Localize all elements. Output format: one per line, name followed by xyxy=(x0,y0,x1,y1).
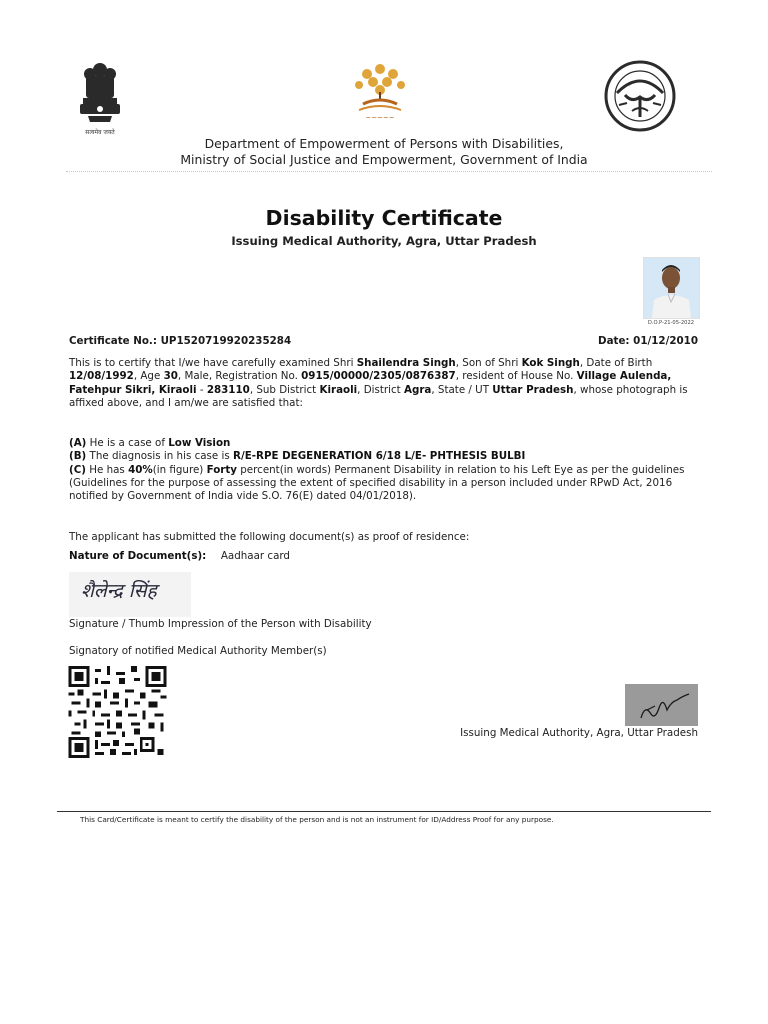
dotted-divider xyxy=(66,171,712,172)
body-text: , whose photograph is affixed above, and I am/we are satisfied that: xyxy=(69,383,688,409)
svg-text:~~~~~: ~~~~~ xyxy=(365,114,395,122)
disability-percent: 40% xyxy=(128,463,153,476)
applicant-name: Shailendra Singh xyxy=(356,357,456,369)
applicant-photo xyxy=(643,257,700,319)
sub-district: Kiraoli xyxy=(319,383,358,396)
sugamya-bharat-logo-icon xyxy=(345,60,415,126)
date-value: 01/12/2010 xyxy=(633,335,698,347)
state: Uttar Pradesh xyxy=(492,383,574,396)
body-text: - xyxy=(196,383,207,396)
qr-code-icon xyxy=(68,666,167,758)
body-text: , resident of House No. xyxy=(455,370,577,383)
finding-c-label: (C) xyxy=(69,463,86,476)
department-line-1: Department of Empowerment of Persons with Disabilities, xyxy=(204,136,564,151)
finding-a xyxy=(69,437,699,450)
national-emblem xyxy=(74,58,126,136)
pincode: 283110 xyxy=(206,383,250,396)
department-heading xyxy=(0,136,768,168)
up-seal-logo-icon xyxy=(603,59,677,133)
sugamya-logo xyxy=(345,60,415,126)
certification-paragraph xyxy=(69,357,699,410)
certificate-number-label: Certificate No.: xyxy=(69,335,157,347)
body-text: , State / UT xyxy=(431,383,493,396)
body-text: , Age xyxy=(133,370,164,383)
certificate-number xyxy=(69,335,291,347)
finding-c-guidelines: percent(in words) Permanent Disability in relation to his Left Eye as per the guidelines (Guidelines for the purpose of assessing the extent of specified disability in a person included under RPwD Act, 2016 notified by Government of India vide S.O. 76(E) dated 04/01/2018). xyxy=(69,463,685,503)
disability-percent-words: Forty xyxy=(206,463,237,476)
disability-type: Low Vision xyxy=(168,437,231,449)
finding-a-label: (A) xyxy=(69,437,87,449)
body-text: , Son of Shri xyxy=(455,357,522,369)
father-name: Kok Singh xyxy=(521,357,580,369)
body-text: This is to certify that I/we have carefully examined Shri xyxy=(69,357,357,369)
department-line-2: Ministry of Social Justice and Empowerment, Government of India xyxy=(180,152,588,167)
photo-caption: D.O.P-21-05-2022 xyxy=(647,320,695,326)
certificate-title: Disability Certificate xyxy=(265,206,503,230)
finding-b xyxy=(69,450,699,463)
certificate-date xyxy=(560,335,698,347)
nature-label: Nature of Document(s): xyxy=(69,550,207,562)
address: Village Aulenda, Fatehpur Sikri, Kiraoli xyxy=(69,370,672,396)
footer-note: This Card/Certificate is meant to certify the disability of the person and is not an instrument for ID/Address Proof for any purpose. xyxy=(80,815,554,824)
age: 30 xyxy=(163,370,178,383)
finding-c-text: He has xyxy=(85,463,129,476)
certificate-subtitle: Issuing Medical Authority, Agra, Uttar Pradesh xyxy=(231,234,537,248)
ashoka-emblem-icon xyxy=(74,58,126,124)
date-of-birth: 12/08/1992 xyxy=(69,370,134,383)
finding-c xyxy=(69,464,699,504)
authority-signature-image xyxy=(625,684,698,726)
applicant-signature-label: Signature / Thumb Impression of the Person with Disability xyxy=(69,618,372,630)
diagnosis: R/E-RPE DEGENERATION 6/18 L/E- PHTHESIS BULBI xyxy=(233,450,526,463)
nature-of-document xyxy=(69,550,290,562)
certificate-number-value: UP1520719920235284 xyxy=(160,335,292,347)
body-text: , Male, Registration No. xyxy=(177,370,302,383)
issuing-authority-label: Issuing Medical Authority, Agra, Uttar Pradesh xyxy=(460,727,698,739)
body-text: , District xyxy=(357,383,404,396)
authority-signature-icon xyxy=(625,684,698,726)
finding-b-text: The diagnosis in his case is xyxy=(86,450,234,463)
date-label: Date: xyxy=(598,335,630,347)
up-government-seal xyxy=(603,59,677,133)
person-photo-icon xyxy=(644,258,699,318)
body-text: , Date of Birth xyxy=(579,357,653,369)
qr-code xyxy=(68,666,167,758)
registration-number: 0915/00000/2305/0876387 xyxy=(301,370,456,383)
finding-c-text: (in figure) xyxy=(152,463,207,476)
footer-divider xyxy=(57,811,711,812)
district: Agra xyxy=(403,383,432,396)
findings-block xyxy=(69,437,699,503)
finding-b-label: (B) xyxy=(69,450,87,463)
authority-members-label: Signatory of notified Medical Authority Member(s) xyxy=(69,645,327,657)
finding-a-text: He is a case of xyxy=(86,437,169,449)
body-text: , Sub District xyxy=(249,383,320,396)
applicant-signature-text: शैलेन्द्र सिंह xyxy=(81,580,157,602)
emblem-caption: सत्यमेव जयते xyxy=(85,129,115,136)
proof-intro: The applicant has submitted the following document(s) as proof of residence: xyxy=(69,531,470,543)
applicant-signature-image xyxy=(69,572,191,617)
nature-value: Aadhaar card xyxy=(220,550,290,562)
